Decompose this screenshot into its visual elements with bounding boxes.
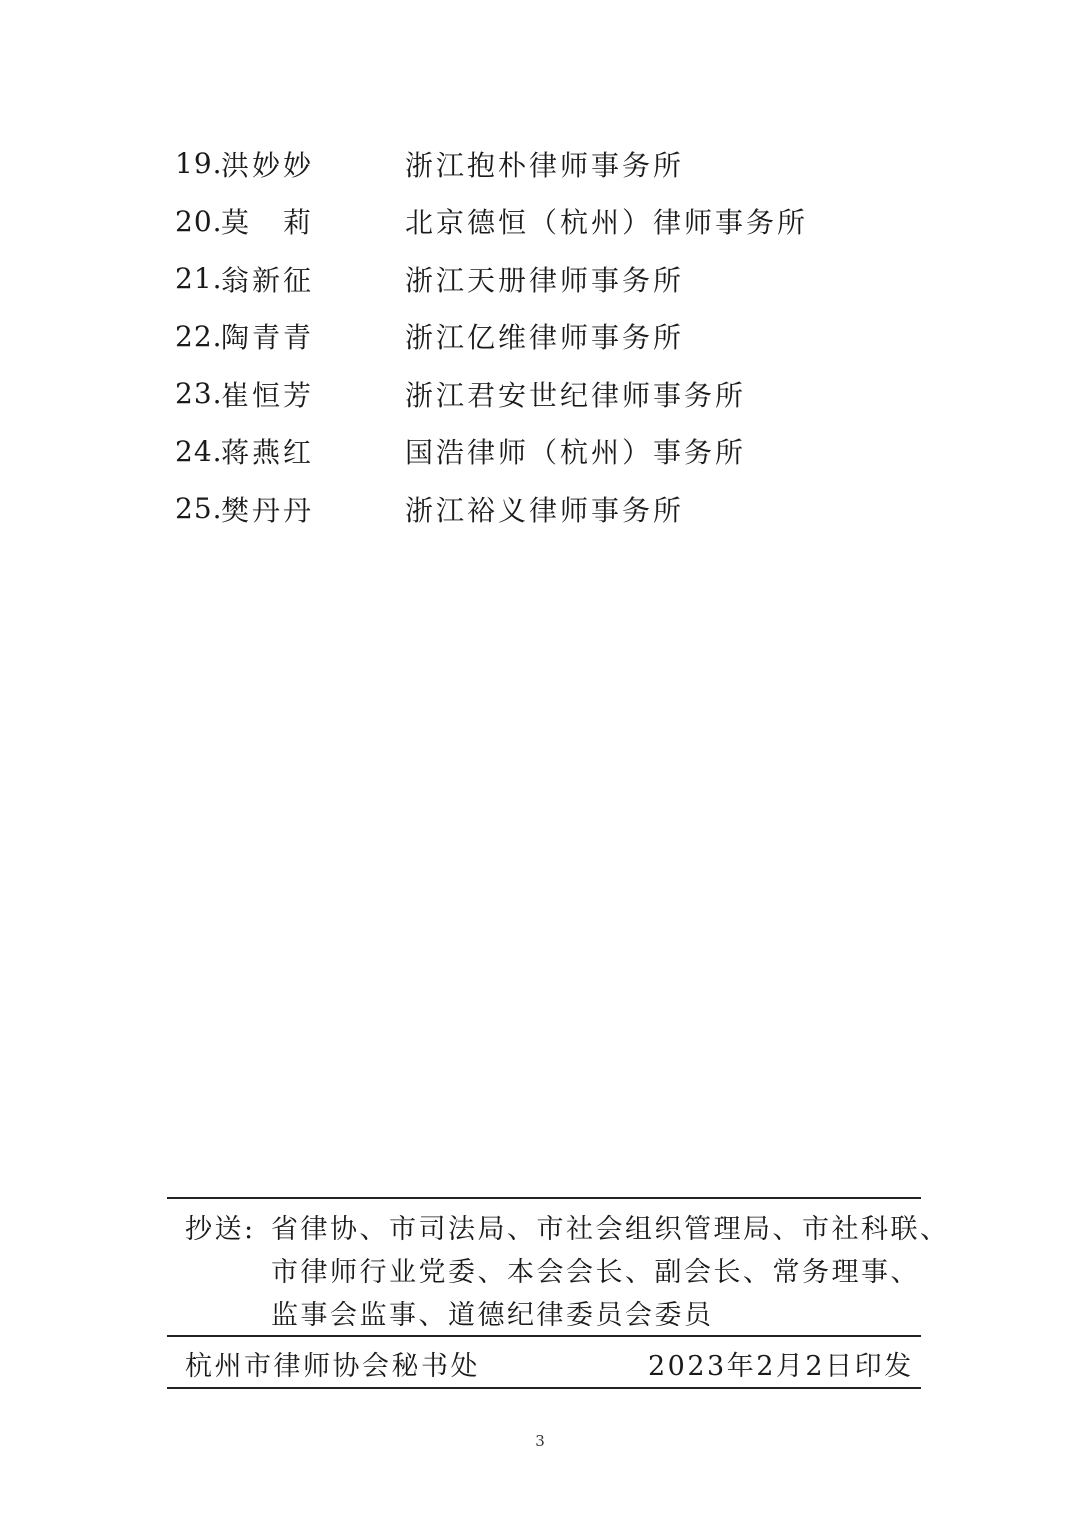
- item-number: 23.: [175, 377, 223, 411]
- law-firm: 国浩律师（杭州）事务所: [405, 436, 747, 470]
- item-number: 19.: [175, 147, 223, 181]
- lawyer-name: 莫 莉: [221, 206, 315, 240]
- lawyer-name: 翁新征: [221, 263, 315, 297]
- law-firm: 浙江君安世纪律师事务所: [405, 378, 747, 412]
- list-item: [175, 193, 935, 251]
- lawyer-name: 蒋燕红: [221, 436, 315, 470]
- footer-divider: [167, 1335, 921, 1337]
- issue-date: 2023年2月2日印发: [648, 1351, 914, 1382]
- lawyer-name: 陶青青: [221, 321, 315, 355]
- list-item: [175, 365, 935, 423]
- list-item: [175, 250, 935, 308]
- law-firm: 浙江裕义律师事务所: [405, 493, 685, 527]
- item-number: 24.: [175, 434, 223, 468]
- law-firm: 浙江天册律师事务所: [405, 263, 685, 297]
- item-number: 25.: [175, 492, 223, 526]
- cc-top-divider: [167, 1197, 921, 1199]
- footer-bottom-divider: [167, 1387, 921, 1389]
- item-number: 21.: [175, 262, 223, 296]
- item-number: 20.: [175, 204, 223, 238]
- cc-line: 市律师行业党委、本会会长、副会长、常务理事、: [271, 1257, 920, 1288]
- law-firm: 浙江抱朴律师事务所: [405, 148, 685, 182]
- list-item: [175, 308, 935, 366]
- law-firm: 北京德恒（杭州）律师事务所: [405, 206, 809, 240]
- lawyer-name: 崔恒芳: [221, 378, 315, 412]
- lawyer-list: [175, 135, 935, 538]
- cc-line: 省律协、市司法局、市社会组织管理局、市社科联、: [271, 1214, 950, 1245]
- issuing-office: 杭州市律师协会秘书处: [185, 1351, 480, 1382]
- list-item: [175, 423, 935, 481]
- law-firm: 浙江亿维律师事务所: [405, 321, 685, 355]
- list-item: [175, 135, 935, 193]
- page-number: 3: [535, 1432, 545, 1450]
- cc-recipients: [271, 1208, 950, 1337]
- lawyer-name: 樊丹丹: [221, 493, 315, 527]
- item-number: 22.: [175, 319, 223, 353]
- lawyer-name: 洪妙妙: [221, 148, 315, 182]
- cc-line: 监事会监事、道德纪律委员会委员: [271, 1300, 714, 1331]
- list-item: [175, 480, 935, 538]
- cc-label: 抄送:: [185, 1214, 256, 1245]
